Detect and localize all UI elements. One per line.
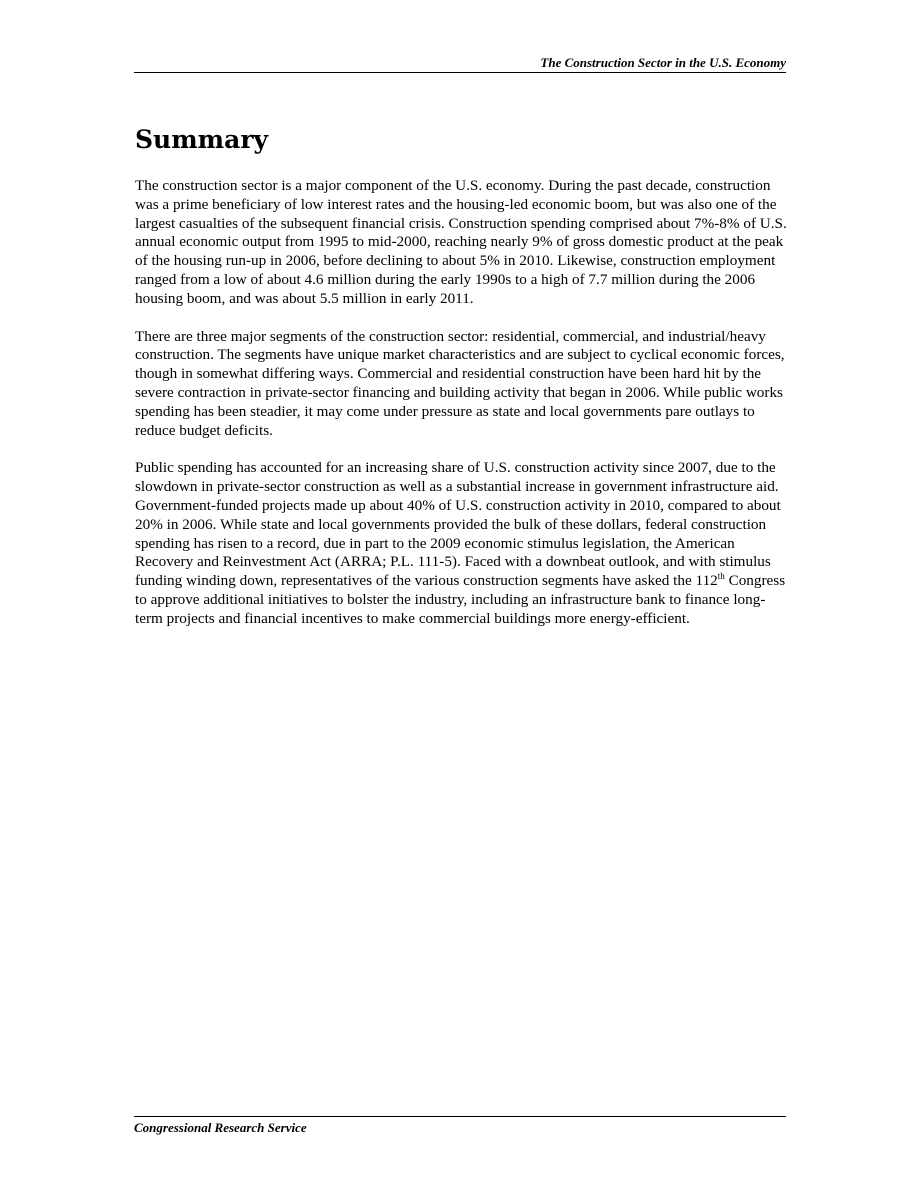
paragraph-3-text-end: Congress to approve additional initiatives to bolster the industry, including an infrastructure bank to finance long-term projects and financial incentives to make commercial buildings more energy-efficient.	[135, 572, 786, 627]
header-divider	[134, 72, 786, 73]
paragraph-1: The construction sector is a major component of the U.S. economy. During the past decade, construction was a prime beneficiary of low interest rates and the housing-led economic boom, but was also one of the largest casualties of the subsequent financial crisis. Construction spending comprised about 7%-8% of U.S. annual economic output from 1995 to mid-2000, reaching nearly 9% of gross domestic product at the peak of the housing run-up in 2006, before declining to about 5% in 2010. Likewise, construction employment ranged from a low of about 4.6 million during the early 1990s to a high of 7.7 million during the 2006 housing boom, and was about 5.5 million in early 2011.	[135, 177, 787, 307]
paragraph-3-text-start: Public spending has accounted for an increasing share of U.S. construction activity since 2007, due to the slowdown in private-sector construction as well as a substantial increase in government infrastructure aid. Government-funded projects made up about 40% of U.S. construction activity in 2010, compared to about 20% in 2006. While state and local governments provided the bulk of these dollars, federal construction spending has risen to a record, due in part to the 2009 economic stimulus legislation, the American Recovery and Reinvestment Act (ARRA; P.L. 111-5). Faced with a downbeat outlook, and with stimulus funding winding down, representatives of the various construction segments have asked the 112	[135, 459, 781, 590]
footer-divider	[134, 1116, 786, 1117]
summary-body	[135, 177, 787, 648]
paragraph-3	[135, 459, 787, 628]
running-footer: Congressional Research Service	[134, 1120, 307, 1135]
paragraph-2: There are three major segments of the construction sector: residential, commercial, and industrial/heavy construction. The segments have unique market characteristics and are subject to cyclical economic forces, though in somewhat differing ways. Commercial and residential construction have been hard hit by the severe contraction in private-sector financing and building activity that began in 2006. While public works spending has been steadier, it may come under pressure as state and local governments pare outlays to reduce budget deficits.	[135, 327, 785, 439]
running-header: The Construction Sector in the U.S. Economy	[540, 55, 786, 70]
ordinal-superscript: th	[717, 571, 725, 582]
section-title: Summary	[135, 125, 269, 154]
